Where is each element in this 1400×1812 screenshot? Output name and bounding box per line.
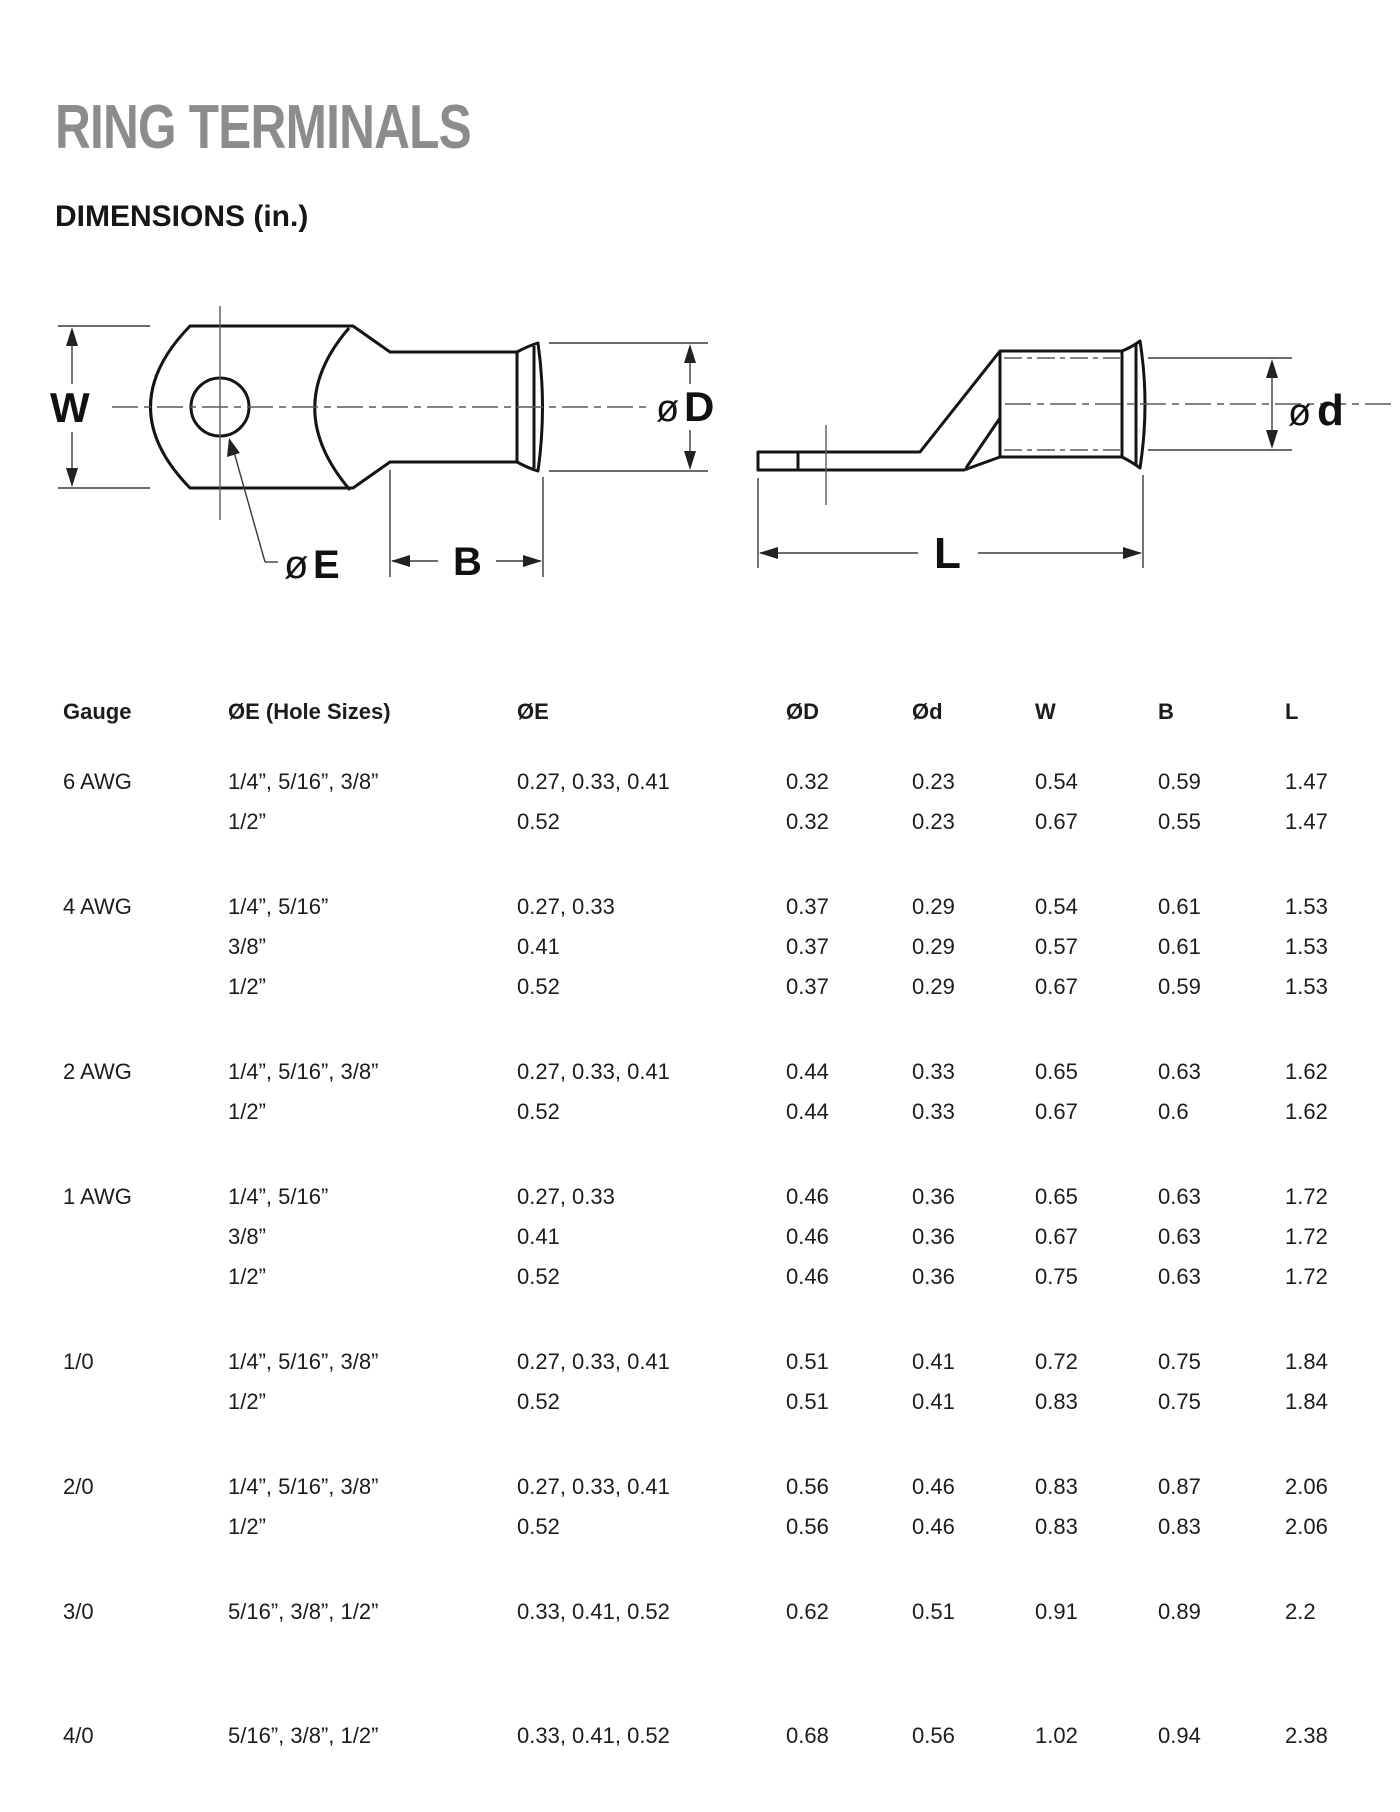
- cell-l: 2.2: [1285, 1599, 1316, 1624]
- cell-b: 0.63: [1158, 1224, 1201, 1249]
- cell-l: 1.72: [1285, 1264, 1328, 1289]
- cell-od: 0.56: [786, 1474, 829, 1499]
- table-row: [63, 967, 1393, 1007]
- cell-l: 2.06: [1285, 1474, 1328, 1499]
- cell-l: 1.72: [1285, 1224, 1328, 1249]
- cell-w: 0.83: [1035, 1514, 1078, 1539]
- cell-gauge: 6 AWG: [63, 769, 132, 794]
- cell-oe: 0.27, 0.33: [517, 894, 615, 919]
- width-label: W: [50, 384, 90, 431]
- cell-w: 0.83: [1035, 1389, 1078, 1414]
- cell-l: 1.53: [1285, 934, 1328, 959]
- cell-gauge: 1 AWG: [63, 1184, 132, 1209]
- cell-b: 0.61: [1158, 894, 1201, 919]
- header-b: B: [1158, 699, 1174, 724]
- cell-w: 0.72: [1035, 1349, 1078, 1374]
- barrel-length-label: B: [453, 540, 482, 584]
- dimensions-table: [63, 692, 1393, 1801]
- cell-hole-sizes: 3/8”: [228, 1224, 266, 1249]
- header-l: L: [1285, 699, 1299, 724]
- cell-l: 1.72: [1285, 1184, 1328, 1209]
- cell-l: 1.47: [1285, 809, 1328, 834]
- cell-b: 0.59: [1158, 974, 1201, 999]
- cell-hole-sizes: 1/2”: [228, 1389, 266, 1414]
- table-group: [63, 1342, 1393, 1422]
- cell-l: 1.84: [1285, 1389, 1328, 1414]
- cell-od-small: 0.41: [912, 1389, 955, 1414]
- cell-hole-sizes: 1/2”: [228, 974, 266, 999]
- cell-oe: 0.33, 0.41, 0.52: [517, 1599, 670, 1624]
- cell-b: 0.75: [1158, 1389, 1201, 1414]
- cell-od: 0.37: [786, 934, 829, 959]
- table-row: [63, 1467, 1393, 1507]
- cell-od-small: 0.33: [912, 1099, 955, 1124]
- cell-od-small: 0.56: [912, 1723, 955, 1748]
- table-group: [63, 1052, 1393, 1132]
- inner-diameter-symbol: ø: [1288, 392, 1312, 434]
- cell-l: 1.53: [1285, 894, 1328, 919]
- cell-od: 0.46: [786, 1224, 829, 1249]
- cell-oe: 0.52: [517, 1389, 560, 1414]
- table-row: [63, 1257, 1393, 1297]
- table-row: [63, 887, 1393, 927]
- table-group: [63, 887, 1393, 1007]
- cell-hole-sizes: 1/2”: [228, 1099, 266, 1124]
- cell-hole-sizes: 5/16”, 3/8”, 1/2”: [228, 1599, 379, 1624]
- header-od-small: Ød: [912, 699, 943, 724]
- cell-w: 0.91: [1035, 1599, 1078, 1624]
- cell-l: 1.62: [1285, 1059, 1328, 1084]
- hole-diameter-leader: [227, 438, 278, 562]
- table-group: [63, 762, 1393, 842]
- cell-w: 0.67: [1035, 974, 1078, 999]
- dimensions-heading: DIMENSIONS (in.): [55, 200, 309, 233]
- header-w: W: [1035, 699, 1056, 724]
- cell-od: 0.46: [786, 1264, 829, 1289]
- cell-oe: 0.41: [517, 1224, 560, 1249]
- table-row: [63, 1177, 1393, 1217]
- cell-l: 2.38: [1285, 1723, 1328, 1748]
- cell-w: 0.54: [1035, 894, 1078, 919]
- cell-b: 0.94: [1158, 1723, 1201, 1748]
- cell-hole-sizes: 5/16”, 3/8”, 1/2”: [228, 1723, 379, 1748]
- table-row: [63, 1052, 1393, 1092]
- cell-w: 0.65: [1035, 1184, 1078, 1209]
- table-row: [63, 1092, 1393, 1132]
- page-title: RING TERMINALS: [55, 93, 471, 162]
- cell-l: 2.06: [1285, 1514, 1328, 1539]
- cell-w: 0.67: [1035, 1099, 1078, 1124]
- table-group: [63, 1177, 1393, 1297]
- cell-hole-sizes: 1/2”: [228, 809, 266, 834]
- table-group: [63, 1592, 1393, 1632]
- table-group: [63, 1467, 1393, 1547]
- table-header-row: [63, 692, 1393, 732]
- cell-oe: 0.27, 0.33: [517, 1184, 615, 1209]
- cell-oe: 0.27, 0.33, 0.41: [517, 1474, 670, 1499]
- table-body: [63, 762, 1393, 1756]
- cell-od-small: 0.36: [912, 1184, 955, 1209]
- cell-b: 0.87: [1158, 1474, 1201, 1499]
- hole-diameter-symbol: ø: [284, 543, 309, 587]
- header-oe: ØE: [517, 699, 549, 724]
- cell-oe: 0.52: [517, 974, 560, 999]
- cell-hole-sizes: 3/8”: [228, 934, 266, 959]
- cell-b: 0.83: [1158, 1514, 1201, 1539]
- table-row: [63, 762, 1393, 802]
- cell-oe: 0.52: [517, 809, 560, 834]
- cell-l: 1.62: [1285, 1099, 1328, 1124]
- cell-oe: 0.41: [517, 934, 560, 959]
- table-row: [63, 1382, 1393, 1422]
- cell-od: 0.44: [786, 1059, 829, 1084]
- cell-b: 0.55: [1158, 809, 1201, 834]
- cell-b: 0.63: [1158, 1059, 1201, 1084]
- cell-od-small: 0.29: [912, 934, 955, 959]
- outer-diameter-symbol: ø: [656, 388, 680, 430]
- cell-od-small: 0.46: [912, 1514, 955, 1539]
- cell-oe: 0.52: [517, 1514, 560, 1539]
- cell-gauge: 1/0: [63, 1349, 94, 1374]
- cell-w: 0.67: [1035, 1224, 1078, 1249]
- cell-gauge: 4 AWG: [63, 894, 132, 919]
- table-row: [63, 927, 1393, 967]
- cell-l: 1.47: [1285, 769, 1328, 794]
- cell-w: 1.02: [1035, 1723, 1078, 1748]
- cell-oe: 0.27, 0.33, 0.41: [517, 769, 670, 794]
- length-label: L: [934, 529, 961, 578]
- cell-w: 0.83: [1035, 1474, 1078, 1499]
- cell-gauge: 2/0: [63, 1474, 94, 1499]
- cell-hole-sizes: 1/4”, 5/16”: [228, 1184, 329, 1209]
- cell-od-small: 0.51: [912, 1599, 955, 1624]
- cell-gauge: 4/0: [63, 1723, 94, 1748]
- cell-od-small: 0.29: [912, 894, 955, 919]
- cell-od: 0.68: [786, 1723, 829, 1748]
- cell-w: 0.65: [1035, 1059, 1078, 1084]
- table-row: [63, 802, 1393, 842]
- front-view-drawing: [151, 326, 543, 490]
- cell-hole-sizes: 1/4”, 5/16”, 3/8”: [228, 1059, 379, 1084]
- cell-b: 0.75: [1158, 1349, 1201, 1374]
- table-group: [63, 1716, 1393, 1756]
- cell-od-small: 0.36: [912, 1264, 955, 1289]
- cell-od: 0.51: [786, 1349, 829, 1374]
- cell-b: 0.89: [1158, 1599, 1201, 1624]
- hole-diameter-label: E: [313, 543, 340, 587]
- cell-b: 0.61: [1158, 934, 1201, 959]
- cell-hole-sizes: 1/4”, 5/16”, 3/8”: [228, 1474, 379, 1499]
- cell-hole-sizes: 1/4”, 5/16”, 3/8”: [228, 1349, 379, 1374]
- cell-od: 0.37: [786, 974, 829, 999]
- cell-od: 0.32: [786, 809, 829, 834]
- cell-gauge: 3/0: [63, 1599, 94, 1624]
- cell-hole-sizes: 1/2”: [228, 1264, 266, 1289]
- cell-oe: 0.27, 0.33, 0.41: [517, 1349, 670, 1374]
- cell-od-small: 0.29: [912, 974, 955, 999]
- cell-od: 0.56: [786, 1514, 829, 1539]
- cell-od-small: 0.23: [912, 809, 955, 834]
- cell-od-small: 0.36: [912, 1224, 955, 1249]
- outer-diameter-label: D: [684, 383, 715, 430]
- cell-oe: 0.52: [517, 1099, 560, 1124]
- cell-oe: 0.27, 0.33, 0.41: [517, 1059, 670, 1084]
- cell-od: 0.37: [786, 894, 829, 919]
- header-od: ØD: [786, 699, 819, 724]
- cell-od: 0.51: [786, 1389, 829, 1414]
- cell-hole-sizes: 1/4”, 5/16”: [228, 894, 329, 919]
- cell-od: 0.44: [786, 1099, 829, 1124]
- table-row: [63, 1716, 1393, 1756]
- cell-b: 0.6: [1158, 1099, 1189, 1124]
- table-row: [63, 1507, 1393, 1547]
- cell-w: 0.57: [1035, 934, 1078, 959]
- ring-terminal-dimension-diagrams: [0, 0, 1400, 620]
- cell-l: 1.53: [1285, 974, 1328, 999]
- table-row: [63, 1342, 1393, 1382]
- cell-gauge: 2 AWG: [63, 1059, 132, 1084]
- cell-oe: 0.52: [517, 1264, 560, 1289]
- table-row: [63, 1592, 1393, 1632]
- inner-diameter-label: d: [1317, 386, 1344, 435]
- header-gauge: Gauge: [63, 699, 132, 724]
- cell-w: 0.75: [1035, 1264, 1078, 1289]
- cell-b: 0.63: [1158, 1264, 1201, 1289]
- cell-hole-sizes: 1/4”, 5/16”, 3/8”: [228, 769, 379, 794]
- cell-od: 0.62: [786, 1599, 829, 1624]
- cell-od-small: 0.46: [912, 1474, 955, 1499]
- cell-oe: 0.33, 0.41, 0.52: [517, 1723, 670, 1748]
- header-hole-sizes: ØE (Hole Sizes): [228, 699, 391, 724]
- cell-w: 0.67: [1035, 809, 1078, 834]
- cell-od-small: 0.23: [912, 769, 955, 794]
- cell-l: 1.84: [1285, 1349, 1328, 1374]
- table-row: [63, 1217, 1393, 1257]
- cell-hole-sizes: 1/2”: [228, 1514, 266, 1539]
- cell-od-small: 0.41: [912, 1349, 955, 1374]
- cell-od: 0.32: [786, 769, 829, 794]
- cell-b: 0.63: [1158, 1184, 1201, 1209]
- cell-od: 0.46: [786, 1184, 829, 1209]
- cell-b: 0.59: [1158, 769, 1201, 794]
- cell-od-small: 0.33: [912, 1059, 955, 1084]
- cell-w: 0.54: [1035, 769, 1078, 794]
